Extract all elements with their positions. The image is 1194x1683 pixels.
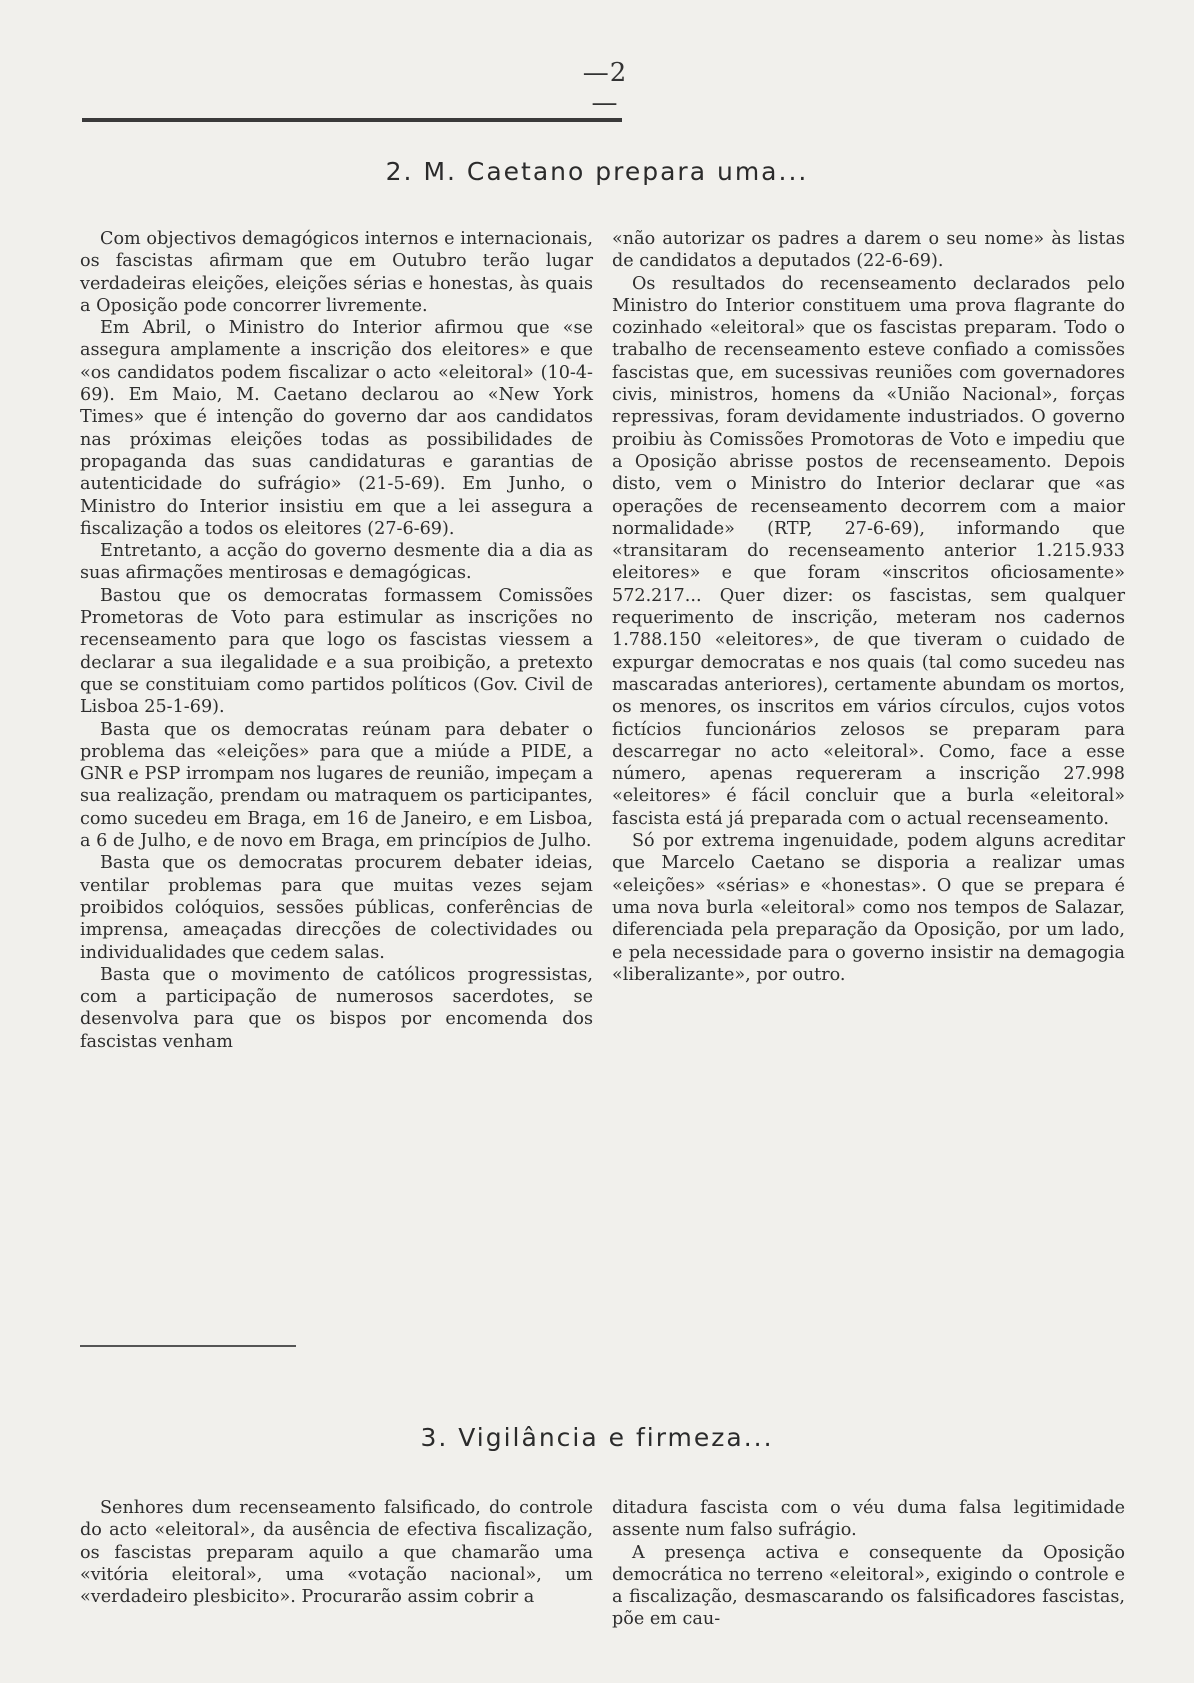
- page-number: —2—: [582, 58, 628, 118]
- paragraph: «não autorizar os padres a darem o seu nome» às listas de candidatos a deputados (22-6-69).: [612, 229, 1125, 272]
- section-divider: [80, 1345, 296, 1347]
- paragraph: Com objectivos demagógicos internos e internacionais, os fascistas afirmam que em Outubro terão lugar verdadeiras eleições, eleições sérias e honestas, às quais a Oposição pode concorrer livremente.: [80, 229, 593, 316]
- paragraph: Basta que os democratas procurem debater ideias, ventilar problemas para que muitas vezes sejam proibidos colóquios, sessões públicas, conferências de imprensa, ameaçadas direcções de colectividades ou individualidades que cedem salas.: [80, 853, 593, 963]
- paragraph: A presença activa e consequente da Oposição democrática no terreno «eleitoral», exigindo o controle e a fiscalização, desmascarando os falsificadores fascistas, põe em cau-: [612, 1542, 1125, 1630]
- header-rule: [82, 118, 622, 122]
- section-3-right-column: [612, 1497, 1125, 1677]
- section-2-left-column: [80, 228, 593, 1328]
- paragraph: Bastou que os democratas formassem Comissões Prometoras de Voto para estimular as inscrições no recenseamento para que logo os fascistas viessem a declarar a sua ilegalidade e a sua proibição, a pretexto que se constituiam como partidos políticos (Gov. Civil de Lisboa 25-1-69).: [80, 585, 593, 718]
- paragraph: Entretanto, a acção do governo desmente dia a dia as suas afirmações mentirosas e demagógicas.: [80, 541, 593, 584]
- paragraph: ditadura fascista com o véu duma falsa legitimidade assente num falso sufrágio.: [612, 1498, 1125, 1541]
- section-2-right-column: [612, 228, 1125, 1328]
- paragraph: Só por extrema ingenuidade, podem alguns acreditar que Marcelo Caetano se disporia a realizar umas «eleições» «sérias» e «honestas». O que se prepara é uma nova burla «eleitoral» como nos tempos de Salazar, diferenciada pela preparação da Oposição, por um lado, e pela necessidade para o governo insistir na demagogia «liberalizante», por outro.: [612, 831, 1125, 985]
- section-2-title: 2. M. Caetano prepara uma...: [385, 157, 809, 186]
- section-3-left-column: [80, 1497, 593, 1677]
- paragraph: Em Abril, o Ministro do Interior afirmou que «se assegura amplamente a inscrição dos eleitores» e que «os candidatos podem fiscalizar o acto «eleitoral» (10-4-69). Em Maio, M. Caetano declarou ao «New York Times» que é intenção do governo dar aos candidatos nas próximas eleições todas as possibilidades de propaganda das suas candidaturas e garantias de autenticidade do sufrágio» (21-5-69). Em Junho, o Ministro do Interior insistiu em que a lei assegura a fiscalização a todos os eleitores (27-6-69).: [80, 318, 593, 539]
- section-3-title: 3. Vigilância e firmeza...: [420, 1423, 774, 1452]
- paragraph: Basta que o movimento de católicos progressistas, com a participação de numerosos sacerdotes, se desenvolva para que os bispos por encomenda dos fascistas venham: [80, 964, 593, 1052]
- paragraph: Senhores dum recenseamento falsificado, do controle do acto «eleitoral», da ausência de efectiva fiscalização, os fascistas preparam aquilo a que chamarão uma «vitória eleitoral», uma «votação nacional», um «verdadeiro plesbicito». Procurarão assim cobrir a: [80, 1498, 593, 1608]
- paragraph: Os resultados do recenseamento declarados pelo Ministro do Interior constituem uma prova flagrante do cozinhado «eleitoral» que os fascistas preparam. Todo o trabalho de recenseamento esteve confiado a comissões fascistas que, em sucessivas reuniões com governadores civis, ministros, homens da «União Nacional», forças repressivas, foram devidamente industriados. O governo proibiu às Comissões Promotoras de Voto e impediu que a Oposição abrisse postos de recenseamento. Depois disto, vem o Ministro do Interior declarar que «as operações de recenseamento decorrem com a maior normalidade» (RTP, 27-6-69), informando que «transitaram do recenseamento anterior 1.215.933 eleitores» e que foram «inscritos oficiosamente» 572.217... Quer dizer: os fascistas, sem qualquer requerimento de inscrição, meteram nos cadernos 1.788.150 «eleitores», de que tiveram o cuidado de expurgar democratas e nos quais (tal como sucedeu nas mascaradas anteriores), certamente abundam os mortos, os menores, os inscritos em vários círculos, cujos votos fictícios funcionários zelosos se preparam para descarregar no acto «eleitoral». Como, face a esse número, apenas requereram a inscrição 27.998 «eleitores» é fácil concluir que a burla «eleitoral» fascista está já preparada com o actual recenseamento.: [612, 273, 1125, 829]
- paragraph: Basta que os democratas reúnam para debater o problema das «eleições» para que a miúde a PIDE, a GNR e PSP irrompam nos lugares de reunião, impeçam a sua realização, prendam ou matraquem os participantes, como sucedeu em Braga, em 16 de Janeiro, e em Lisboa, a 6 de Julho, e de novo em Braga, em princípios de Julho.: [80, 719, 593, 852]
